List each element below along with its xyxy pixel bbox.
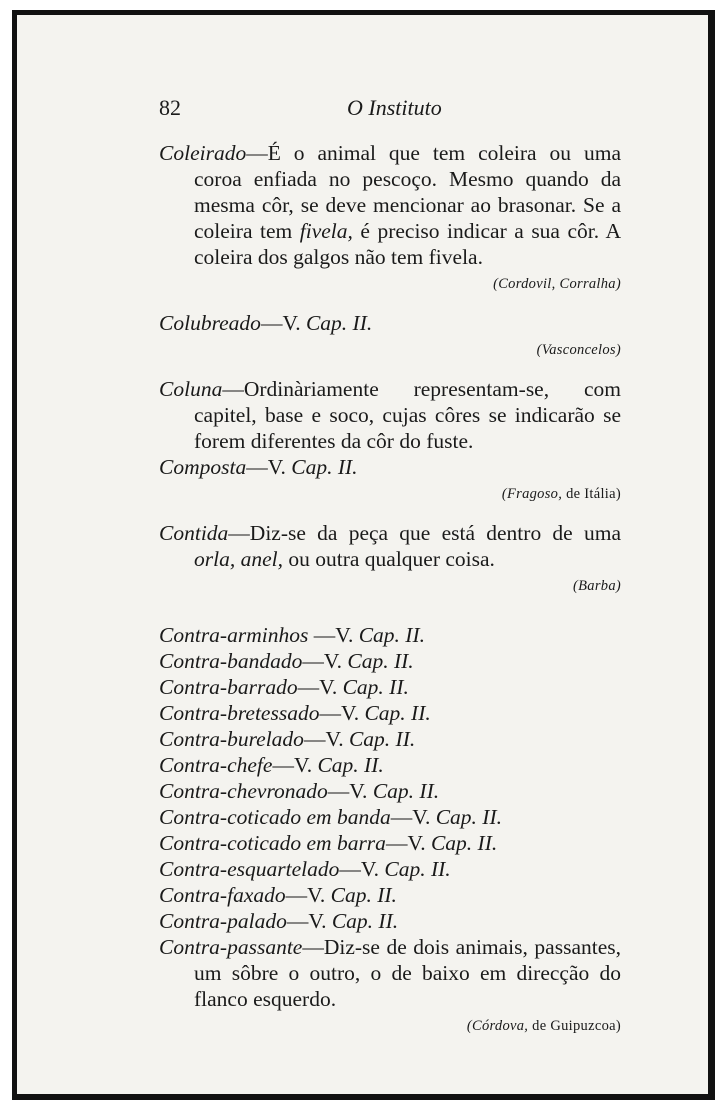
entry-term: Contra-burelado [159,727,304,751]
entry-term: Contra-chefe [159,753,273,777]
entry-ref: Cap. II. [348,727,416,751]
entry-text: —V. [297,675,343,699]
entry-text: —V. [272,753,318,777]
entry-text: —V. [327,779,373,803]
entry-composta [159,454,621,480]
entry-term: Contra-palado [159,909,287,933]
entry-ref: Cap. II. [358,623,426,647]
source-plain: de Itália) [562,486,621,502]
entry-term: Contra-coticado em barra [159,831,386,855]
entry-contra-arminhos [159,622,621,648]
entry-ref: Cap. II. [330,883,397,907]
glossary-body [159,140,621,1040]
entry-ref: Cap. II. [347,649,414,673]
source-italic: (Fragoso, [501,486,563,502]
entry-source: (Barba) [572,578,621,594]
entry-contra-bretessado [159,700,621,726]
entry-term: Contra-chevronado [159,779,328,803]
entry-coluna [159,376,621,454]
entry-ref: Cap. II. [435,805,503,829]
entry-text: —É o animal que tem coleira ou uma coroa enfiada no pescoço. Mesmo quando da mesma côr, se deve mencionar ao brasonar. Se a coleira tem [194,141,621,243]
entry-ref: Cap. II. [372,779,440,803]
entry-text: —V. [302,649,348,673]
entry-text: —V. [303,727,349,751]
entry-term: Composta [159,455,247,479]
entry-ref: Cap. II. [384,857,451,881]
entry-italic-word: orla, anel, [194,547,283,571]
entry-ref: Cap. II. [331,909,399,933]
entry-term: Contra-bandado [159,649,303,673]
entry-colubreado [159,310,621,336]
entry-term: Contra-arminhos [159,623,309,647]
entry-text: —Diz-se da peça que está dentro de uma [228,521,621,545]
entry-term: Contra-faxado [159,883,286,907]
entry-contra-chevronado [159,778,621,804]
entry-ref: Cap. II. [430,831,498,855]
entry-contra-esquartelado [159,856,621,882]
entry-contra-barrado [159,674,621,700]
entry-text: —V. [246,455,292,479]
entry-text: —V. [285,883,331,907]
entry-text-end: ou outra qualquer coisa. [282,547,495,571]
entry-text: —V. [390,805,436,829]
entry-term: Contra-barrado [159,675,298,699]
entry-text: —V. [308,623,359,647]
entry-text: —V. [339,857,385,881]
entry-term: Colubreado [159,311,261,335]
entry-contra-palado [159,908,621,934]
entry-contra-coticado-em-barra [159,830,621,856]
entry-coleirado [159,140,621,270]
entry-ref: Cap. II. [364,701,431,725]
entry-ref: Cap. II. [305,311,373,335]
entry-contra-faxado [159,882,621,908]
entry-term: Coleirado [159,141,247,165]
running-title: O Instituto [347,95,442,120]
entry-text: —V. [385,831,431,855]
entry-term: Contida [159,521,229,545]
entry-ref: Cap. II. [291,455,358,479]
entry-text: —Diz-se de dois animais, passantes, um sôbre o outro, o de baixo em direcção do flanco esquerdo. [194,935,621,1011]
entry-source: (Vasconcelos) [536,342,621,358]
entry-text: —V. [260,311,306,335]
entry-term: Contra-bretessado [159,701,320,725]
entry-contra-passante [159,934,621,1012]
entry-contra-chefe [159,752,621,778]
entry-contra-burelado [159,726,621,752]
entry-contra-coticado-em-banda [159,804,621,830]
source-plain: de Guipuzcoa) [528,1018,621,1034]
entry-text-end: é preciso indicar a sua côr. A coleira dos galgos não tem fivela. [194,219,621,269]
entry-source: (Cordovil, Corralha) [493,276,621,292]
entry-text: —V. [286,909,332,933]
entry-ref: Cap. II. [317,753,384,777]
entry-source [159,484,621,504]
source-italic: (Córdova, [466,1018,529,1034]
entry-italic-word: fivela, [299,219,353,243]
entry-term: Contra-passante [159,935,303,959]
entry-term: Contra-coticado em banda [159,805,391,829]
page-number: 82 [159,95,181,120]
entry-contida [159,520,621,572]
entry-text: —Ordinàriamente representam-se, com capitel, base e soco, cujas côres se indicarão se forem diferentes da côr do fuste. [194,377,621,453]
entry-term: Coluna [159,377,223,401]
entry-source [159,1016,621,1036]
entry-text: —V. [319,701,365,725]
entry-ref: Cap. II. [342,675,409,699]
page-frame [12,10,715,1100]
entry-term: Contra-esquartelado [159,857,340,881]
entry-contra-bandado [159,648,621,674]
